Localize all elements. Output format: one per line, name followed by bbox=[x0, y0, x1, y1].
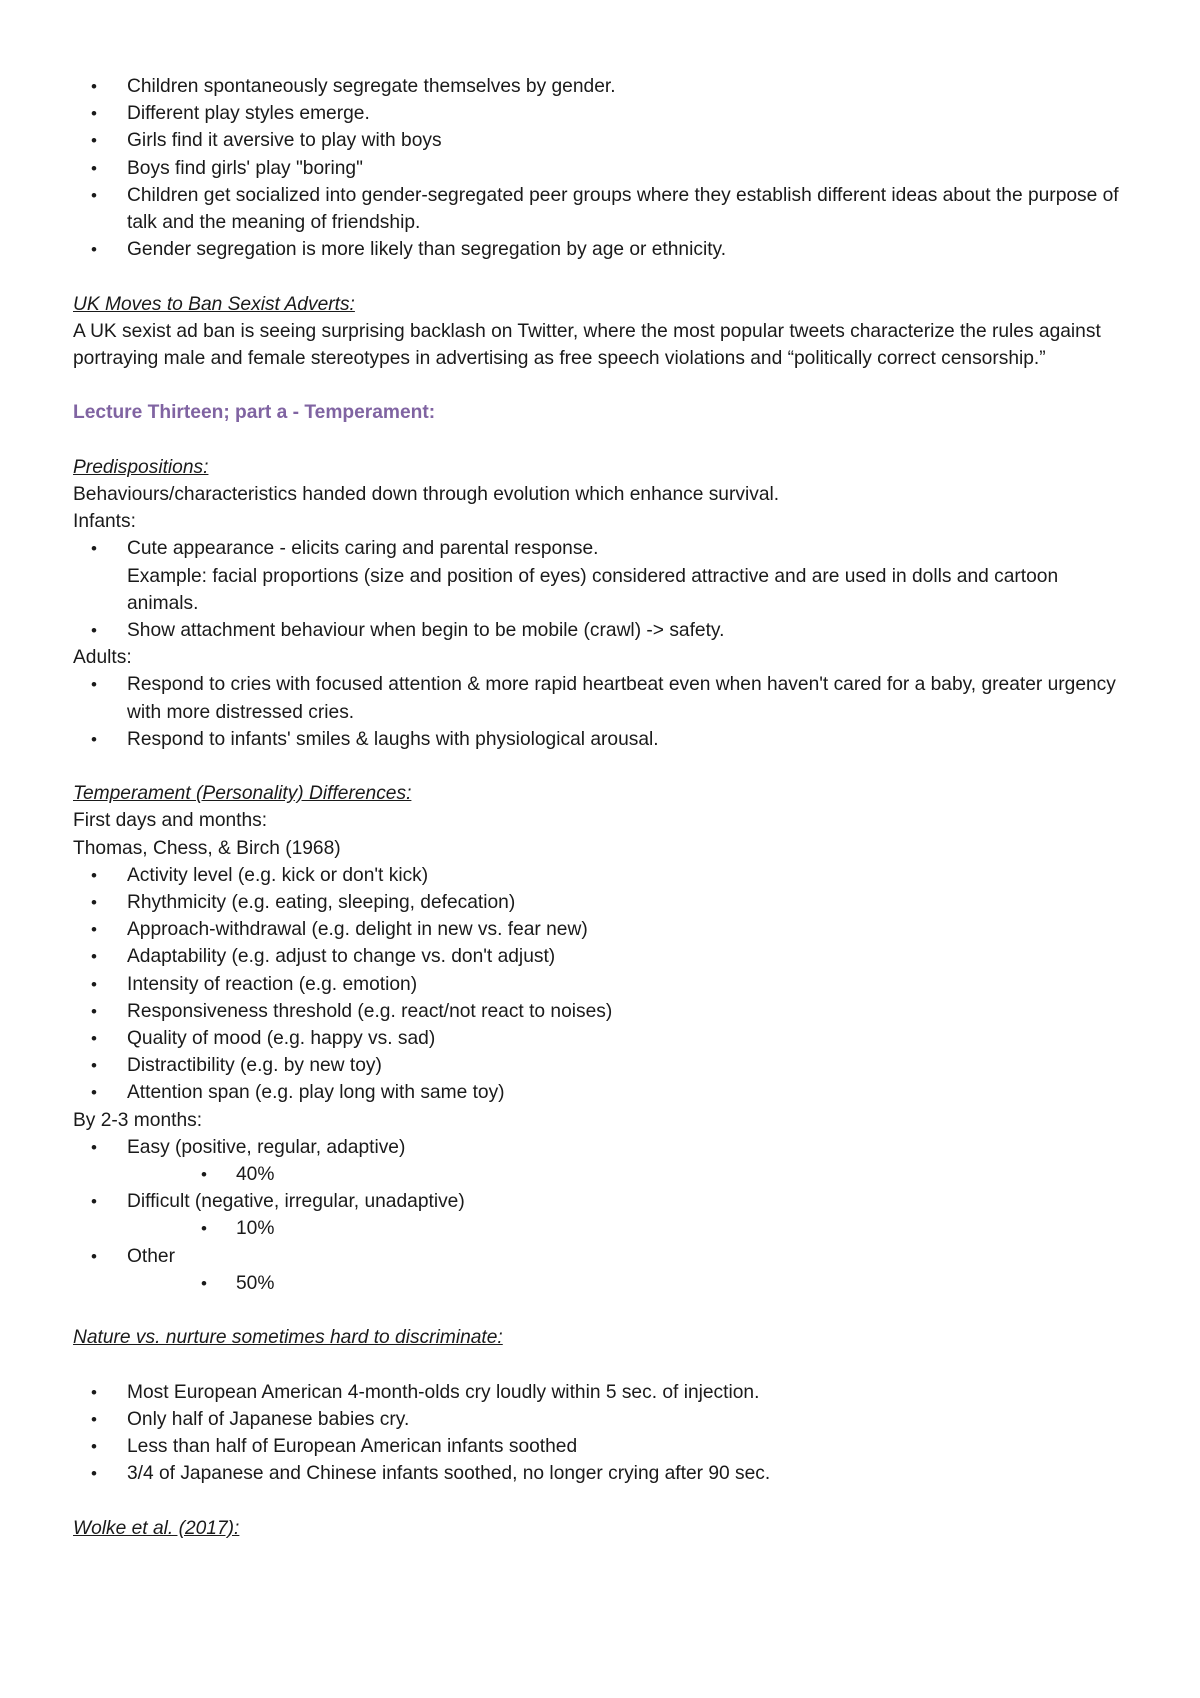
category-percent: • 10% bbox=[127, 1215, 1133, 1242]
spacer bbox=[73, 372, 1133, 399]
category-label: Other bbox=[127, 1245, 175, 1267]
list-item-text: Cute appearance - elicits caring and parental response. bbox=[127, 538, 599, 560]
list-item: • Rhythmicity (e.g. eating, sleeping, defecation) bbox=[73, 889, 1133, 916]
list-item: • Attention span (e.g. play long with same toy) bbox=[73, 1079, 1133, 1106]
infants-label: Infants: bbox=[73, 511, 136, 533]
uk-ads-heading: UK Moves to Ban Sexist Adverts: bbox=[73, 293, 355, 315]
infants-list bbox=[73, 535, 1133, 644]
wolke-heading: Wolke et al. (2017): bbox=[73, 1517, 240, 1539]
spacer bbox=[73, 753, 1133, 780]
list-item: • Children get socialized into gender-segregated peer groups where they establish different ideas about the purpose of talk and the meaning of friendship. bbox=[73, 182, 1133, 236]
spacer bbox=[73, 263, 1133, 290]
category-percent: • 40% bbox=[127, 1161, 1133, 1188]
list-item bbox=[73, 617, 1133, 644]
list-item: • Quality of mood (e.g. happy vs. sad) bbox=[73, 1025, 1133, 1052]
list-item: • Activity level (e.g. kick or don't kick) bbox=[73, 862, 1133, 889]
temperament-categories-list bbox=[73, 1134, 1133, 1297]
list-item bbox=[73, 1134, 1133, 1188]
nature-nurture-list bbox=[73, 1379, 1133, 1488]
list-item: • Children spontaneously segregate themselves by gender. bbox=[73, 73, 1133, 100]
list-item: • Adaptability (e.g. adjust to change vs. don't adjust) bbox=[73, 943, 1133, 970]
sub-list bbox=[127, 1270, 1133, 1297]
category-percent: • 50% bbox=[127, 1270, 1133, 1297]
list-item: • Less than half of European American infants soothed bbox=[73, 1433, 1133, 1460]
list-item: • Only half of Japanese babies cry. bbox=[73, 1406, 1133, 1433]
nature-nurture-heading: Nature vs. nurture sometimes hard to discriminate: bbox=[73, 1327, 503, 1349]
predispositions-heading: Predispositions: bbox=[73, 456, 209, 478]
sub-list bbox=[127, 1215, 1133, 1242]
list-item: • Gender segregation is more likely than segregation by age or ethnicity. bbox=[73, 236, 1133, 263]
list-item-continuation: Example: facial proportions (size and position of eyes) considered attractive and are used in dolls and cartoon animals. bbox=[127, 565, 1059, 614]
list-item: • Approach-withdrawal (e.g. delight in new vs. fear new) bbox=[73, 916, 1133, 943]
list-item: • Respond to cries with focused attention & more rapid heartbeat even when haven't cared for a baby, greater urgency with more distressed cries. bbox=[73, 671, 1133, 725]
list-item: • Girls find it aversive to play with boys bbox=[73, 127, 1133, 154]
predispositions-definition: Behaviours/characteristics handed down through evolution which enhance survival. bbox=[73, 484, 780, 505]
spacer bbox=[73, 1487, 1133, 1514]
adults-list bbox=[73, 671, 1133, 753]
list-item: • Responsiveness threshold (e.g. react/not react to noises) bbox=[73, 998, 1133, 1025]
list-item bbox=[73, 1243, 1133, 1297]
temperament-dimensions-list bbox=[73, 862, 1133, 1107]
list-item: • 3/4 of Japanese and Chinese infants soothed, no longer crying after 90 sec. bbox=[73, 1460, 1133, 1487]
list-item: • Respond to infants' smiles & laughs with physiological arousal. bbox=[73, 726, 1133, 753]
lecture-heading: Lecture Thirteen; part a - Temperament: bbox=[73, 402, 436, 424]
by-months-label: By 2-3 months: bbox=[73, 1109, 203, 1131]
document-content bbox=[73, 73, 1133, 1542]
first-days-label: First days and months: bbox=[73, 810, 268, 832]
temperament-heading: Temperament (Personality) Differences: bbox=[73, 783, 412, 805]
sub-list bbox=[127, 1161, 1133, 1188]
citation: Thomas, Chess, & Birch (1968) bbox=[73, 837, 341, 859]
gender-segregation-list bbox=[73, 73, 1133, 263]
list-item bbox=[73, 1188, 1133, 1242]
uk-ads-paragraph: A UK sexist ad ban is seeing surprising backlash on Twitter, where the most popular tweets characterize the rules against portraying male and female stereotypes in advertising as free speech violations and “politically correct censorship.” bbox=[73, 320, 1101, 370]
list-item: • Distractibility (e.g. by new toy) bbox=[73, 1052, 1133, 1079]
list-item: • Most European American 4-month-olds cry loudly within 5 sec. of injection. bbox=[73, 1379, 1133, 1406]
list-item: • Boys find girls' play "boring" bbox=[73, 155, 1133, 182]
list-item-text: Show attachment behaviour when begin to be mobile (crawl) -> safety. bbox=[127, 620, 725, 642]
list-item: • Intensity of reaction (e.g. emotion) bbox=[73, 971, 1133, 998]
category-label: Easy (positive, regular, adaptive) bbox=[127, 1136, 406, 1158]
list-item bbox=[73, 535, 1133, 617]
spacer bbox=[73, 427, 1133, 454]
spacer bbox=[73, 1297, 1133, 1324]
adults-label: Adults: bbox=[73, 647, 132, 669]
list-item: • Different play styles emerge. bbox=[73, 100, 1133, 127]
spacer bbox=[73, 1351, 1133, 1378]
category-label: Difficult (negative, irregular, unadaptive) bbox=[127, 1191, 465, 1213]
